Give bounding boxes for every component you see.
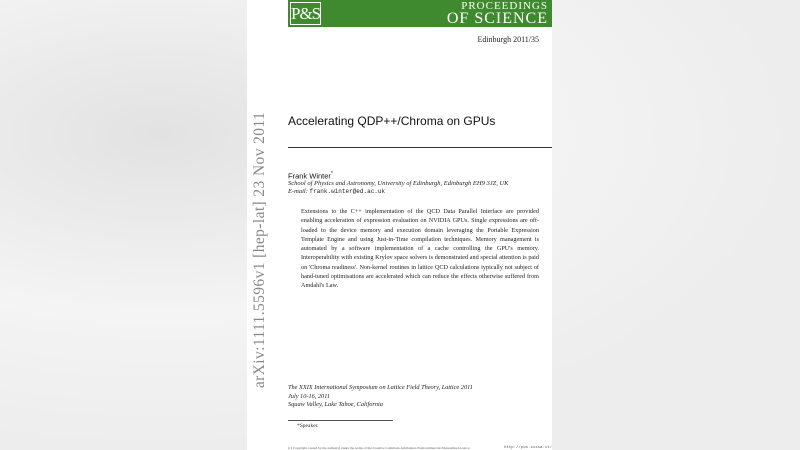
footnote: *Speaker.: [297, 423, 319, 429]
arxiv-stamp: arXiv:1111.5596v1 [hep-lat] 23 Nov 2011: [251, 111, 268, 389]
paper-title: Accelerating QDP++/Chroma on GPUs: [288, 114, 496, 128]
abstract: Extensions to the C++ implementation of the QCD Data Parallel Interface are provided enabling acceleration of expression evaluation on NVIDIA GPUs. Single expressions are off-loaded to the device memory and execution domain leveraging the Portable Expression Template Engine and using Just-in-Time compilation techniques. Memory management is automated by a software implementation of a cache controlling the GPU's memory. Interoperability with existing Krylov space solvers is demonstrated and special attention is paid on 'Chroma readiness'. Non-kernel routines in lattice QCD calculations typically not subject of hand-tuned optimisations are accelerated which can reduce the effects otherwise suffered from Amdahl's Law.: [301, 208, 539, 290]
title-rule: [288, 147, 552, 148]
license-text: (c) Copyright owned by the author(s) under the terms of the Creative Commons Attribution-NonCommercial-ShareAlike Licence.: [288, 446, 471, 450]
paper-page: [247, 0, 552, 450]
preprint-id: Edinburgh 2011/35: [477, 35, 539, 44]
pos-title-line2: OF SCIENCE: [446, 10, 548, 27]
footnote-rule: [288, 420, 393, 421]
email-address[interactable]: frank.winter@ed.ac.uk: [309, 188, 386, 195]
pos-banner: [288, 0, 552, 27]
conference-name: The XXIX International Symposium on Lattice Field Theory, Lattice 2011: [288, 384, 473, 391]
author-mark: *: [330, 171, 333, 177]
author-email-line: [288, 188, 385, 195]
conference-location: Squaw Valley, Lake Tahoe, California: [288, 401, 383, 408]
author-name-text: Frank Winter: [288, 171, 331, 181]
conference-info: [288, 384, 473, 410]
email-label: E-mail:: [288, 188, 308, 195]
pos-title-line1: PROCEEDINGS: [461, 0, 548, 12]
conference-dates: July 10-16, 2011: [288, 392, 331, 400]
author-affiliation: School of Physics and Astronomy, University of Edinburgh, Edinburgh EH9 3JZ, UK: [288, 180, 509, 187]
license-url[interactable]: http://pos.sissa.it/: [503, 446, 552, 450]
pos-logo: P&S: [291, 4, 321, 23]
